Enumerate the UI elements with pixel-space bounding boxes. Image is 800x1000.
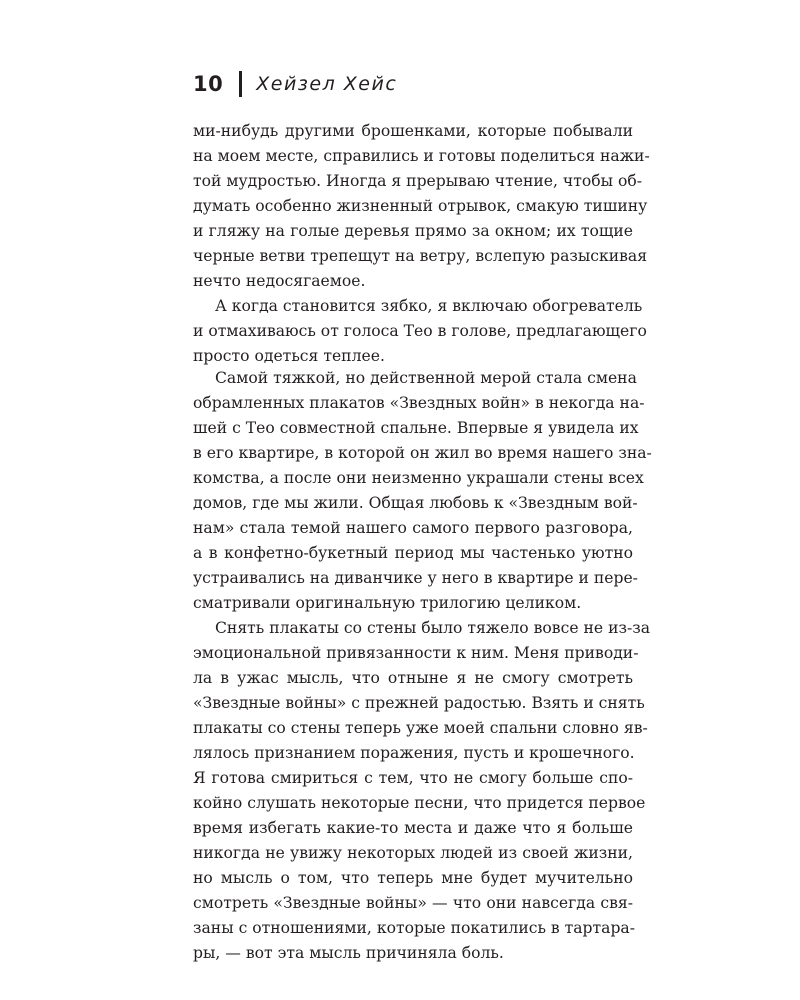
paragraph-first-line: А когда становится зябко, я включаю обогреватель — [215, 297, 643, 315]
text-line: ми-нибудь другими брошенками, которые побывали — [193, 122, 633, 140]
text-line: шей с Тео совместной спальне. Впервые я увидела их — [193, 419, 639, 437]
text-line: просто одеться теплее. — [193, 347, 385, 365]
text-line: на моем месте, справились и готовы поделиться нажи- — [193, 147, 650, 165]
text-line: но мысль о том, что теперь мне будет мучительно — [193, 869, 633, 887]
text-line: плакаты со стены теперь уже моей спальни словно яв- — [193, 719, 648, 737]
text-line: койно слушать некоторые песни, что придется первое — [193, 794, 646, 812]
text-line: нечто недосягаемое. — [193, 272, 366, 290]
text-line: никогда не увижу некоторых людей из своей жизни, — [193, 844, 633, 862]
text-line: «Звездные войны» с прежней радостью. Взять и снять — [193, 694, 645, 712]
page-header — [193, 66, 397, 102]
text-line: Я готова смириться с тем, что не смогу больше спо- — [193, 769, 633, 787]
text-line: устраивались на диванчике у него в квартире и пере- — [193, 569, 638, 587]
paragraph-first-line: Снять плакаты со стены было тяжело вовсе не из-за — [215, 619, 651, 637]
text-line: эмоциональной привязанности к ним. Меня приводи- — [193, 644, 639, 662]
header-separator — [239, 71, 242, 97]
text-line: и гляжу на голые деревья прямо за окном; их тощие — [193, 222, 633, 240]
text-line: а в конфетно-букетный период мы частенько уютно — [193, 544, 633, 562]
paragraph-first-line: Самой тяжкой, но действенной мерой стала смена — [215, 369, 637, 387]
text-line: заны с отношениями, которые покатились в тартара- — [193, 919, 636, 937]
text-line: думать особенно жизненный отрывок, смакую тишину — [193, 197, 648, 215]
text-line: сматривали оригинальную трилогию целиком. — [193, 594, 582, 612]
text-line: ры, — вот эта мысль причиняла боль. — [193, 944, 504, 962]
text-line: обрамленных плакатов «Звездных войн» в некогда на- — [193, 394, 645, 412]
text-line: и отмахиваюсь от голоса Тео в голове, предлагающего — [193, 322, 647, 340]
text-line: той мудростью. Иногда я прерываю чтение, чтобы об- — [193, 172, 643, 190]
running-head-author: Хейзел Хейс — [256, 73, 398, 95]
text-block-1 — [193, 119, 650, 369]
page-number: 10 — [193, 72, 224, 96]
text-line: лялось признанием поражения, пусть и крошечного. — [193, 744, 635, 762]
text-line: черные ветви трепещут на ветру, вслепую разыскивая — [193, 247, 648, 265]
text-line: в его квартире, в которой он жил во время нашего зна- — [193, 444, 652, 462]
text-block-2 — [193, 366, 652, 966]
text-line: время избегать какие-то места и даже что я больше — [193, 819, 633, 837]
text-line: смотреть «Звездные войны» — что они навсегда свя- — [193, 894, 633, 912]
text-line: нам» стала темой нашего самого первого разговора, — [193, 519, 633, 537]
text-line: ла в ужас мысль, что отныне я не смогу смотреть — [193, 669, 633, 687]
text-line: комства, а после они неизменно украшали стены всех — [193, 469, 644, 487]
text-line: домов, где мы жили. Общая любовь к «Звездным вой- — [193, 494, 638, 512]
